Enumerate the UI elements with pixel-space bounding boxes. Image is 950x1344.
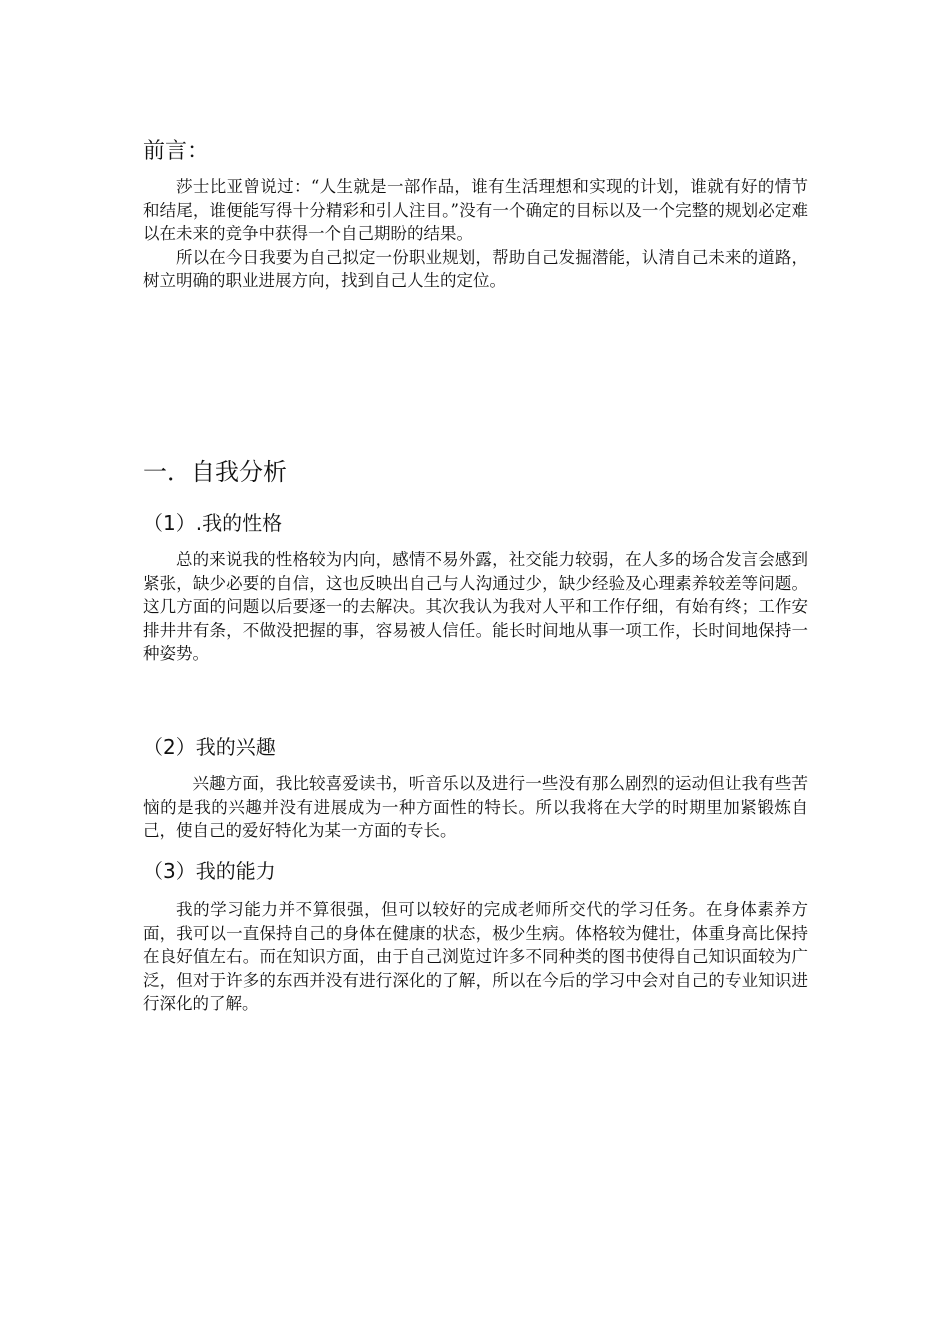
section-heading: 一．自我分析 (143, 458, 287, 486)
abilities-paragraph: 我的学习能力并不算很强，但可以较好的完成老师所交代的学习任务。在身体素养方面，我可以一直保持自己的身体在健康的状态，极少生病。体格较为健壮，体重身高比保持在良好值左右。而在知识方面，由于自己浏览过许多不同种类的图书使得自己知识面较为广泛，但对于许多的东西并没有进行深化的了解，所以在今后的学习中会对自己的专业知识进行深化的了解。 (143, 900, 808, 1013)
preface-paragraph-1: 莎士比亚曾说过：“人生就是一部作品，谁有生活理想和实现的计划，谁就有好的情节和结尾，谁便能写得十分精彩和引人注目。”没有一个确定的目标以及一个完整的规划必定难以在未来的竞争中获得一个自己期盼的结果。 (143, 177, 808, 243)
personality-heading: （1）.我的性格 (143, 511, 283, 535)
interests-body (143, 772, 808, 843)
preface-paragraph-2: 所以在今日我要为自己拟定一份职业规划，帮助自己发掘潜能，认清自己未来的道路，树立明确的职业进展方向，找到自己人生的定位。 (143, 247, 808, 290)
interests-block (143, 733, 808, 761)
interests-heading: （2）我的兴趣 (143, 735, 276, 759)
preface-block (143, 137, 808, 167)
interests-paragraph: 兴趣方面，我比较喜爱读书，听音乐以及进行一些没有那么剧烈的运动但让我有些苦恼的是我的兴趣并没有进展成为一种方面性的特长。所以我将在大学的时期里加紧锻炼自己，使自己的爱好特化为某一方面的专长。 (143, 774, 808, 840)
personality-paragraph: 总的来说我的性格较为内向，感情不易外露，社交能力较弱，在人多的场合发言会感到紧张，缺少必要的自信，这也反映出自己与人沟通过少，缺少经验及心理素养较差等问题。这几方面的问题以后要逐一的去解决。其次我认为我对人平和工作仔细，有始有终；工作安排井井有条，不做没把握的事，容易被人信任。能长时间地从事一项工作，长时间地保持一种姿势。 (143, 550, 808, 663)
preface-heading: 前言： (143, 139, 210, 164)
section-self-analysis (143, 456, 808, 488)
abilities-heading: （3）我的能力 (143, 859, 276, 883)
preface-body (143, 175, 808, 293)
abilities-block (143, 857, 808, 885)
abilities-body (143, 898, 808, 1016)
personality-block (143, 509, 808, 537)
personality-body (143, 548, 808, 666)
